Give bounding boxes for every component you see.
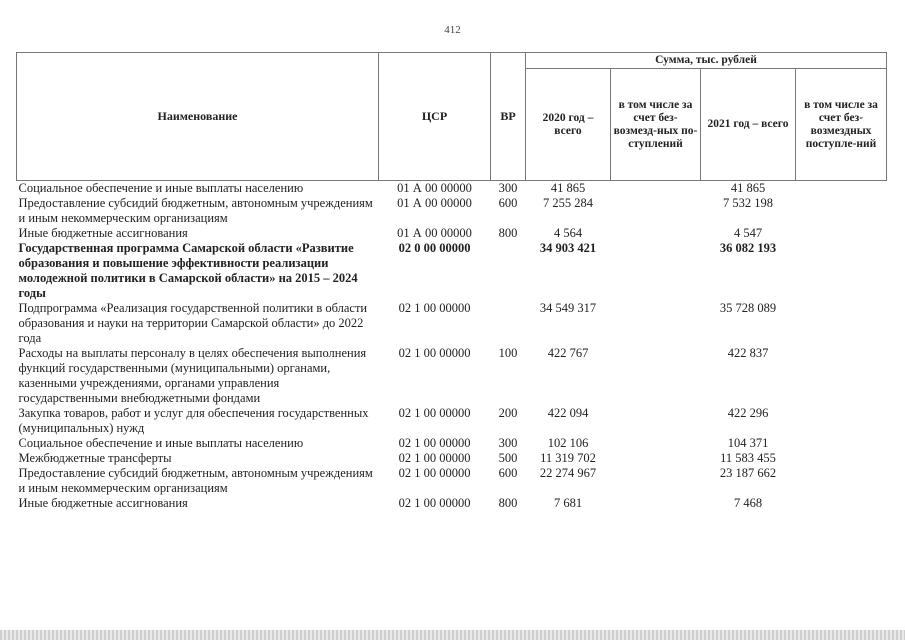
row-vr: 800	[498, 496, 518, 510]
table-body	[17, 181, 887, 512]
table-row	[17, 196, 887, 226]
row-vr: 600	[498, 196, 518, 210]
table-row	[17, 241, 887, 301]
row-2020-total: 11 319 702	[540, 451, 596, 465]
table-row	[17, 346, 887, 406]
row-csr: 02 0 00 00000	[398, 241, 471, 255]
row-name: Подпрограмма «Реализация государственной политики в области образования и науки на территории Самарской области» до 2022 года	[18, 301, 368, 345]
row-name: Иные бюджетные ассигнования	[18, 496, 188, 510]
row-2020-gratuitous	[611, 241, 701, 301]
row-2021-total: 422 837	[727, 346, 769, 360]
row-2020-gratuitous	[611, 346, 701, 406]
row-2020-gratuitous	[611, 301, 701, 346]
header-name: Наименование	[17, 53, 379, 181]
row-csr: 02 1 00 00000	[398, 436, 471, 450]
row-csr: 01 А 00 00000	[397, 181, 472, 195]
row-2020-total: 7 255 284	[543, 196, 593, 210]
row-2020-total: 7 681	[553, 496, 583, 510]
row-2020-total: 422 094	[547, 406, 589, 420]
row-2020-gratuitous	[611, 196, 701, 226]
row-2021-gratuitous	[796, 496, 887, 511]
row-2020-total: 34 903 421	[539, 241, 597, 255]
row-csr: 01 А 00 00000	[397, 196, 472, 210]
scan-edge	[0, 630, 905, 640]
table-row	[17, 496, 887, 511]
row-vr: 100	[498, 346, 518, 360]
row-vr: 800	[498, 226, 518, 240]
header-2020-total: 2020 год – всего	[526, 69, 611, 181]
row-2021-gratuitous	[796, 406, 887, 436]
page-number: 412	[444, 24, 461, 36]
table-row	[17, 406, 887, 436]
row-2021-gratuitous	[796, 241, 887, 301]
row-2020-total: 41 865	[550, 181, 586, 195]
row-csr: 02 1 00 00000	[398, 346, 471, 360]
row-csr: 02 1 00 00000	[398, 451, 471, 465]
row-2020-gratuitous	[611, 451, 701, 466]
row-2021-gratuitous	[796, 181, 887, 197]
row-2021-gratuitous	[796, 346, 887, 406]
row-vr: 600	[498, 466, 518, 480]
table-row	[17, 226, 887, 241]
row-2021-total: 36 082 193	[719, 241, 777, 255]
table-header	[17, 53, 887, 181]
row-2021-total: 35 728 089	[719, 301, 777, 315]
row-2020-gratuitous	[611, 496, 701, 511]
row-name: Предоставление субсидий бюджетным, автономным учреждениям и иным некоммерческим организациям	[18, 196, 373, 225]
row-2020-gratuitous	[611, 466, 701, 496]
row-name: Социальное обеспечение и иные выплаты населению	[18, 436, 304, 450]
table-row	[17, 301, 887, 346]
table-row	[17, 451, 887, 466]
row-2020-gratuitous	[611, 436, 701, 451]
row-name: Государственная программа Самарской области «Развитие образования и повышение эффективности реализации молодежной политики в Самарской области» на 2015 – 2024 годы	[18, 241, 358, 300]
row-csr: 02 1 00 00000	[398, 301, 471, 315]
row-name: Предоставление субсидий бюджетным, автономным учреждениям и иным некоммерческим организациям	[18, 466, 373, 495]
row-vr: 200	[498, 406, 518, 420]
row-name: Межбюджетные трансферты	[18, 451, 172, 465]
row-2021-total: 7 532 198	[723, 196, 773, 210]
header-vr: ВР	[491, 53, 526, 181]
header-2020-gratuitous: в том числе за счет без-возмезд-ных по-ступлений	[611, 69, 701, 181]
row-2021-total: 422 296	[727, 406, 769, 420]
row-csr: 02 1 00 00000	[398, 466, 471, 480]
row-csr: 02 1 00 00000	[398, 406, 471, 420]
row-2021-gratuitous	[796, 196, 887, 226]
row-2021-total: 11 583 455	[720, 451, 776, 465]
row-2021-gratuitous	[796, 466, 887, 496]
row-2021-gratuitous	[796, 436, 887, 451]
row-vr: 300	[498, 181, 518, 195]
row-2020-gratuitous	[611, 406, 701, 436]
header-2021-total: 2021 год – всего	[701, 69, 796, 181]
row-2021-total: 41 865	[730, 181, 766, 195]
row-2021-total: 23 187 662	[719, 466, 777, 480]
row-name: Расходы на выплаты персоналу в целях обеспечения выполнения функций государственными (муниципальными) органами, казенными учреждениями, органами управления государственными внебюджетными фондами	[18, 346, 367, 405]
table-row	[17, 466, 887, 496]
row-2020-gratuitous	[611, 226, 701, 241]
row-vr	[491, 301, 526, 346]
header-csr: ЦСР	[379, 53, 491, 181]
row-csr: 01 А 00 00000	[397, 226, 472, 240]
row-vr: 300	[498, 436, 518, 450]
row-name: Закупка товаров, работ и услуг для обеспечения государственных (муниципальных) нужд	[18, 406, 369, 435]
row-vr	[491, 241, 526, 301]
row-name: Социальное обеспечение и иные выплаты населению	[18, 181, 304, 195]
row-2020-total: 4 564	[553, 226, 583, 240]
header-sum-group: Сумма, тыс. рублей	[526, 53, 887, 69]
row-2021-gratuitous	[796, 451, 887, 466]
row-csr: 02 1 00 00000	[398, 496, 471, 510]
header-2021-gratuitous: в том числе за счет без-возмездных поступле-ний	[796, 69, 887, 181]
table-row	[17, 181, 887, 197]
row-name: Иные бюджетные ассигнования	[18, 226, 188, 240]
row-2021-total: 7 468	[733, 496, 763, 510]
row-2020-total: 422 767	[547, 346, 589, 360]
row-2021-total: 104 371	[727, 436, 769, 450]
row-2021-total: 4 547	[733, 226, 763, 240]
row-vr: 500	[498, 451, 518, 465]
row-2020-total: 22 274 967	[539, 466, 597, 480]
table-row	[17, 436, 887, 451]
row-2021-gratuitous	[796, 301, 887, 346]
budget-table	[16, 52, 887, 511]
row-2020-gratuitous	[611, 181, 701, 197]
row-2020-total: 34 549 317	[539, 301, 597, 315]
row-2021-gratuitous	[796, 226, 887, 241]
row-2020-total: 102 106	[547, 436, 589, 450]
